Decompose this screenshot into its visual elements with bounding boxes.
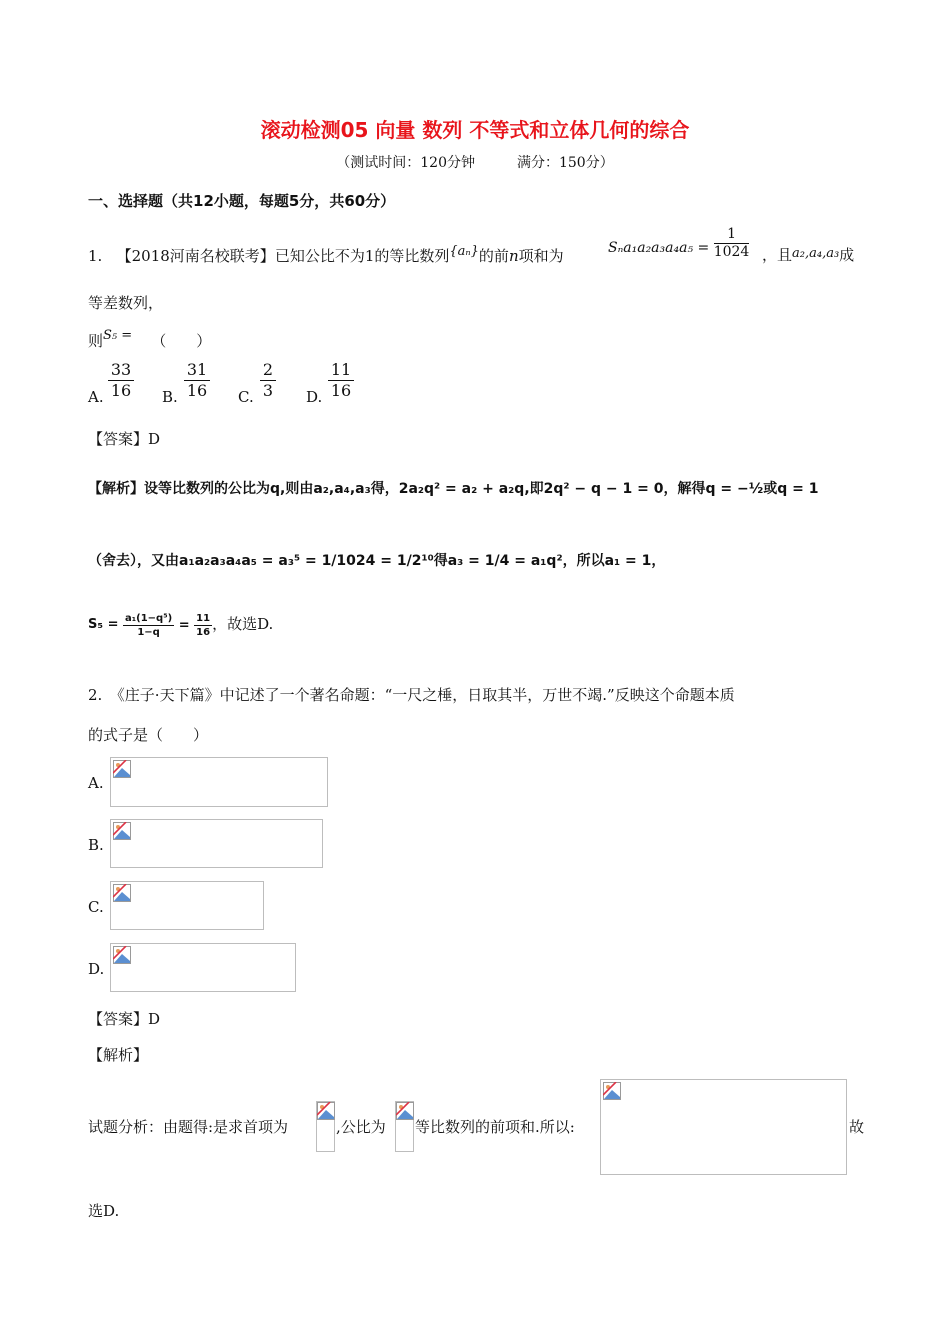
option-b-value: $\frac{31}{16}$ xyxy=(184,360,210,401)
analysis-detail-c: 等比数列的前项和.所以: xyxy=(415,1118,575,1136)
formula-lhs: S₅ = xyxy=(88,617,119,632)
analysis-line-3 xyxy=(88,612,273,639)
option-c-label: C. xyxy=(88,898,104,916)
broken-image-icon xyxy=(396,1102,414,1120)
question-text: 则 xyxy=(88,332,104,350)
option-a-label: A. xyxy=(88,774,104,792)
broken-image-icon xyxy=(113,822,131,840)
analysis-line-1: 【解析】设等比数列的公比为q,则由a₂,a₄,a₃得，2a₂q² = a₂ + a₂q,即2q² − q − 1 = 0，解得q = −½或q = 1 xyxy=(88,481,819,497)
analysis-detail-d: 故 xyxy=(849,1118,865,1136)
question-source: 【2018河南名校联考】 xyxy=(116,247,275,265)
option-b-label: B. xyxy=(88,836,104,854)
option-d-value: $\frac{11}{16}$ xyxy=(328,360,354,401)
question-number: 1. xyxy=(88,247,103,265)
answer-line: 【答案】D xyxy=(88,1010,161,1028)
sum-formula-image xyxy=(600,1079,847,1175)
ratio-image xyxy=(395,1101,414,1152)
question-text: 已知公比不为1的等比数列 xyxy=(274,247,450,265)
section-heading: 一、选择题（共12小题，每题5分，共60分） xyxy=(88,192,396,210)
analysis-line-2: （舍去），又由a₁a₂a₃a₄a₅ = a₃⁵ = 1/1024 = 1/2¹⁰得a₃ = 1/4 = a₁q²，所以a₁ = 1， xyxy=(88,553,666,569)
option-a-label: A. xyxy=(88,388,104,406)
question-text: 的前 xyxy=(478,247,509,265)
broken-image-icon xyxy=(317,1102,335,1120)
formula-denominator: 1024 xyxy=(713,244,750,260)
formula-numerator: 11 xyxy=(196,613,211,624)
question-2-line-2: 的式子是（ ） xyxy=(88,726,209,744)
analysis-tail: ，故选D. xyxy=(212,615,274,633)
page-title: 滚动检测05 向量 数列 不等式和立体几何的综合 xyxy=(260,118,690,142)
math-var: n xyxy=(508,247,519,265)
question-2-line-1: 2. 《庄子·天下篇》中记述了一个著名命题：“一尺之棰，日取其半，万世不竭.”反映这个命题本质 xyxy=(88,686,735,704)
condition-terms: a₂,a₄,a₃ xyxy=(792,246,840,261)
option-d-label: D. xyxy=(306,388,323,406)
broken-image-icon xyxy=(113,946,131,964)
question-1-ask xyxy=(88,330,211,351)
question-1-line-1-tail xyxy=(762,244,854,265)
question-1-line-1 xyxy=(88,244,564,266)
option-c-value: $\frac{2}{3}$ xyxy=(260,360,276,401)
broken-image-icon xyxy=(113,884,131,902)
analysis-heading: 【解析】 xyxy=(88,1046,149,1064)
option-b-image xyxy=(110,819,323,868)
broken-image-icon xyxy=(113,760,131,778)
formula-eq: = xyxy=(178,618,190,633)
math-var: S₅ = xyxy=(103,328,133,343)
condition-formula xyxy=(608,226,749,261)
question-text: ，且 xyxy=(762,246,793,264)
analysis-detail-e: 选D. xyxy=(88,1202,120,1220)
option-d-image xyxy=(110,943,296,992)
formula-denominator: 16 xyxy=(196,627,211,638)
test-info: （测试时间：120分钟 满分：150分） xyxy=(336,155,614,171)
formula-lhs: Sₙa₁a₂a₃a₄a₅ = xyxy=(608,239,710,256)
option-a-value: $\frac{33}{16}$ xyxy=(108,360,134,401)
analysis-detail-a: 试题分析：由题得:是求首项为 xyxy=(88,1118,289,1136)
question-1-line-2: 等差数列， xyxy=(88,294,164,312)
question-text: 项和为 xyxy=(518,247,564,265)
option-b-label: B. xyxy=(162,388,178,406)
formula-numerator: 1 xyxy=(714,226,750,244)
option-c-label: C. xyxy=(238,388,254,406)
formula-denominator: 1−q xyxy=(137,627,160,638)
first-term-image xyxy=(316,1101,335,1152)
sequence-symbol: {aₙ} xyxy=(449,244,479,259)
option-c-image xyxy=(110,881,264,930)
broken-image-icon xyxy=(603,1082,621,1100)
answer-paren: （ ） xyxy=(151,332,212,350)
option-d-label: D. xyxy=(88,960,105,978)
answer-line: 【答案】D xyxy=(88,430,161,448)
option-a-image xyxy=(110,757,328,807)
question-text: 成 xyxy=(839,246,855,264)
analysis-detail-b: ,公比为 xyxy=(336,1118,386,1136)
formula-numerator: a₁(1−q⁵) xyxy=(125,613,173,624)
